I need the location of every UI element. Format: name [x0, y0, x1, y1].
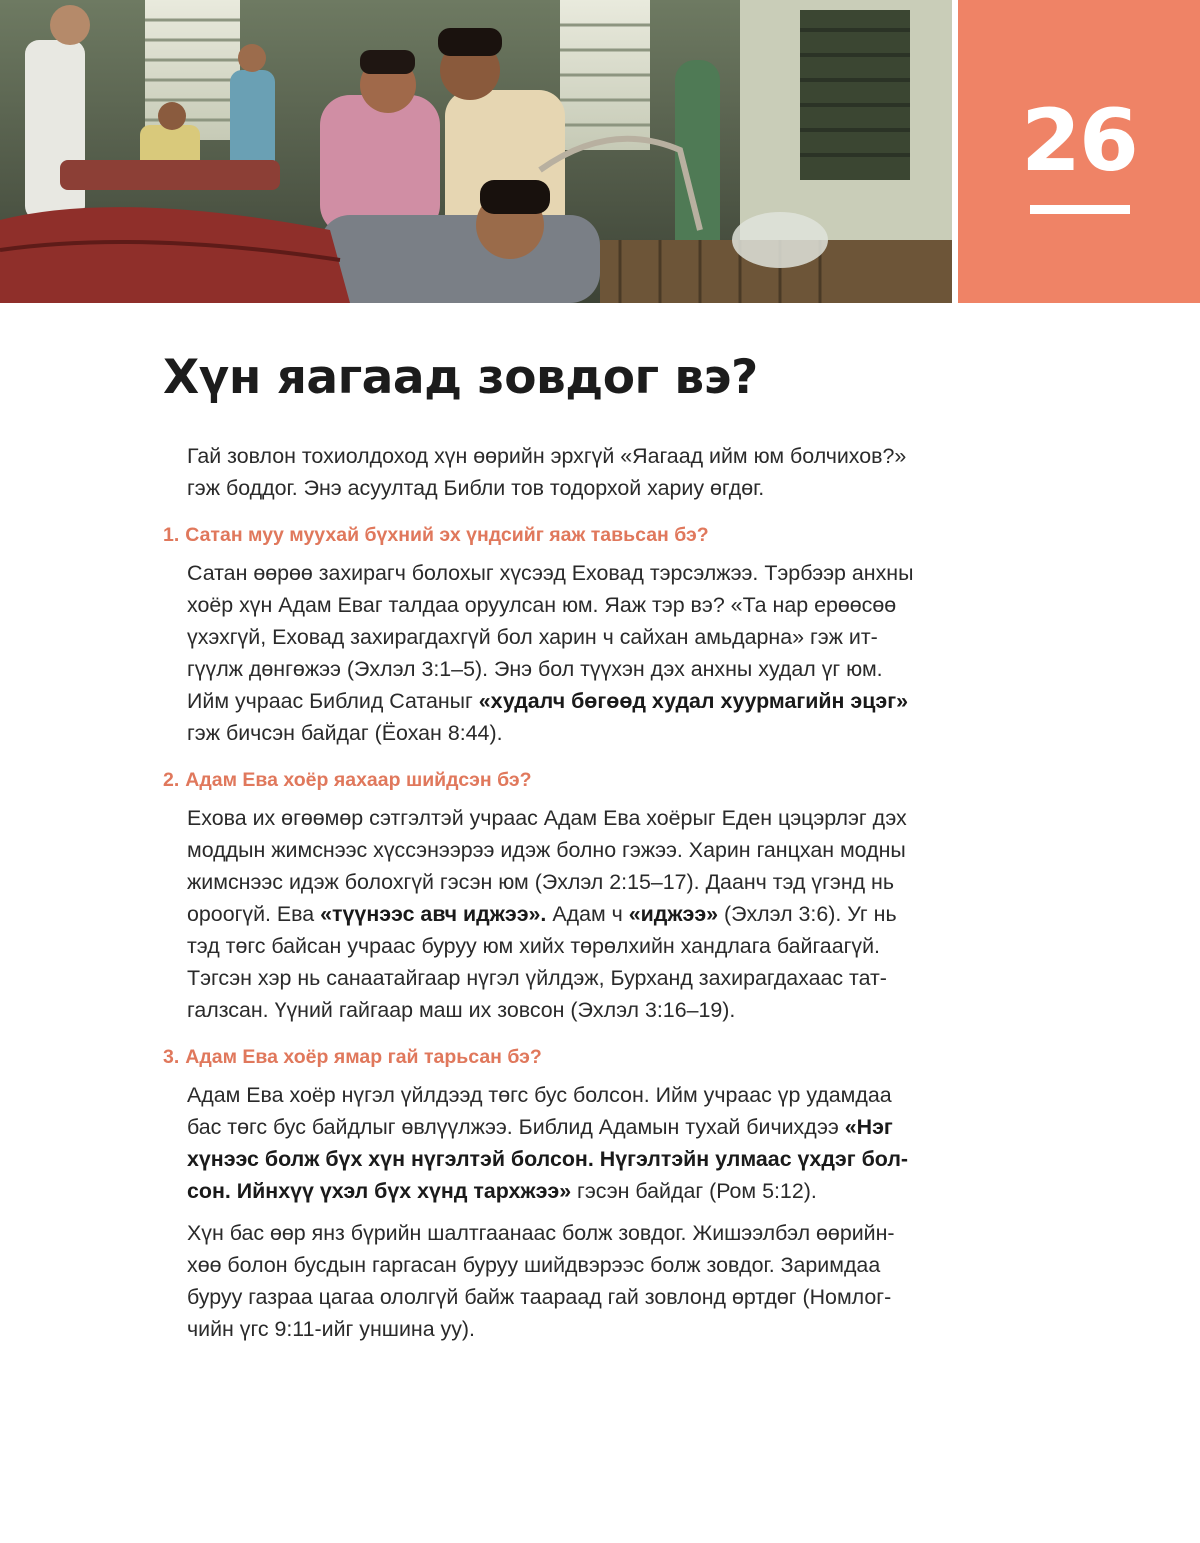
question-heading-3 — [163, 1044, 963, 1070]
bold-quote: «түүнээс авч иджээ». — [320, 902, 547, 926]
article-body — [163, 440, 963, 1355]
lesson-number: 26 — [1021, 91, 1137, 191]
lesson-number-badge — [958, 0, 1200, 303]
bold-quote: хүнээс болж бүх хүн нүгэлтэй болсон. Нүгэлтэйн улмаас үхдэг бол- — [187, 1147, 909, 1171]
text-run: Хүн бас өөр янз бүрийн шалтгаанаас болж зовдог. Жишээлбэл өөрийн- — [187, 1221, 895, 1245]
text-run: гэж бичсэн байдаг (Ёохан 8:44). — [187, 721, 503, 745]
question-number: 2. — [163, 769, 180, 791]
text-run: үхэхгүй, Еховад захирагдахгүй бол харин ч сайхан амьдарна» гэж ит- — [187, 625, 878, 649]
text-run: Ехова их өгөөмөр сэтгэлтэй учраас Адам Ева хоёрыг Еден цэцэрлэг дэх — [187, 806, 907, 830]
bold-quote: «Нэг — [844, 1115, 893, 1139]
intro-paragraph — [187, 440, 963, 504]
text-run: Сатан өөрөө захирагч болохыг хүсээд Еховад тэрсэлжээ. Тэрбээр анхны — [187, 561, 914, 585]
question-heading-2 — [163, 767, 963, 793]
bold-quote: «худалч бөгөөд худал хуурмагийн эцэг» — [478, 689, 909, 713]
answer-paragraph — [187, 1217, 963, 1345]
answer-paragraph — [187, 557, 963, 749]
text-run: гүүлж дөнгөжээ (Эхлэл 3:1–5). Энэ бол түүхэн дэх анхны худал үг юм. — [187, 657, 883, 681]
text-run: Адам Ева хоёр нүгэл үйлдээд төгс бус болсон. Ийм учраас үр удамдаа — [187, 1083, 892, 1107]
answer-paragraph — [187, 802, 963, 1026]
text-run: буруу газраа цагаа ололгүй байж таараад гай зовлонд өртдөг (Номлог- — [187, 1285, 892, 1309]
hero-photo — [0, 0, 952, 303]
text-run: хоёр хүн Адам Еваг талдаа оруулсан юм. Яаж тэр вэ? «Та нар ерөөсөө — [187, 593, 897, 617]
text-run: моддын жимснээс хүссэнээрээ идэж болно гэжээ. Харин ганцхан модны — [187, 838, 906, 862]
text-run: Адам ч — [546, 902, 629, 926]
text-run: хөө болон бусдын гаргасан буруу шийдвэрээс болж зовдог. Заримдаа — [187, 1253, 881, 1277]
intro-line: гэж боддог. Энэ асуултад Библи тов тодорхой хариу өгдөг. — [187, 476, 765, 500]
text-run: Тэгсэн хэр нь санаатайгаар нүгэл үйлдэж, Бурханд захирагдахаас тат- — [187, 966, 887, 990]
question-number: 1. — [163, 524, 180, 546]
bold-quote: «иджээ» — [628, 902, 719, 926]
text-run: чийн үгс 9:11-ийг уншина уу). — [187, 1317, 475, 1341]
intro-line: Гай зовлон тохиолдоход хүн өөрийн эрхгүй «Яагаад ийм юм болчихов?» — [187, 444, 907, 468]
hospital-scene-photo — [0, 0, 952, 303]
text-run: бас төгс бус байдлыг өвлүүлжээ. Библид Адамын тухай бичихдээ — [187, 1115, 845, 1139]
text-run: гэсэн байдаг (Ром 5:12). — [571, 1179, 817, 1203]
text-run: жимснээс идэж болохгүй гэсэн юм (Эхлэл 2:15–17). Даанч тэд үгэнд нь — [187, 870, 895, 894]
question-text: Адам Ева хоёр ямар гай тарьсан бэ? — [185, 1046, 542, 1068]
text-run: тэд төгс байсан учраас буруу юм хийх төрөлхийн хандлага байгаагүй. — [187, 934, 880, 958]
answer-paragraph — [187, 1079, 963, 1207]
page-title: Хүн яагаад зовдог вэ? — [163, 350, 758, 405]
question-text: Сатан муу муухай бүхний эх үндсийг яаж тавьсан бэ? — [185, 524, 709, 546]
bold-quote: сон. Ийнхүү үхэл бүх хүнд тархжээ» — [187, 1179, 572, 1203]
text-run: (Эхлэл 3:6). Уг нь — [718, 902, 897, 926]
badge-underline — [1030, 205, 1130, 214]
question-heading-1 — [163, 522, 963, 548]
text-run: ороогүй. Ева — [187, 902, 321, 926]
text-run: галзсан. Үүний гайгаар маш их зовсон (Эхлэл 3:16–19). — [187, 998, 736, 1022]
question-text: Адам Ева хоёр яахаар шийдсэн бэ? — [185, 769, 532, 791]
question-number: 3. — [163, 1046, 180, 1068]
text-run: Ийм учраас Библид Сатаныг — [187, 689, 479, 713]
